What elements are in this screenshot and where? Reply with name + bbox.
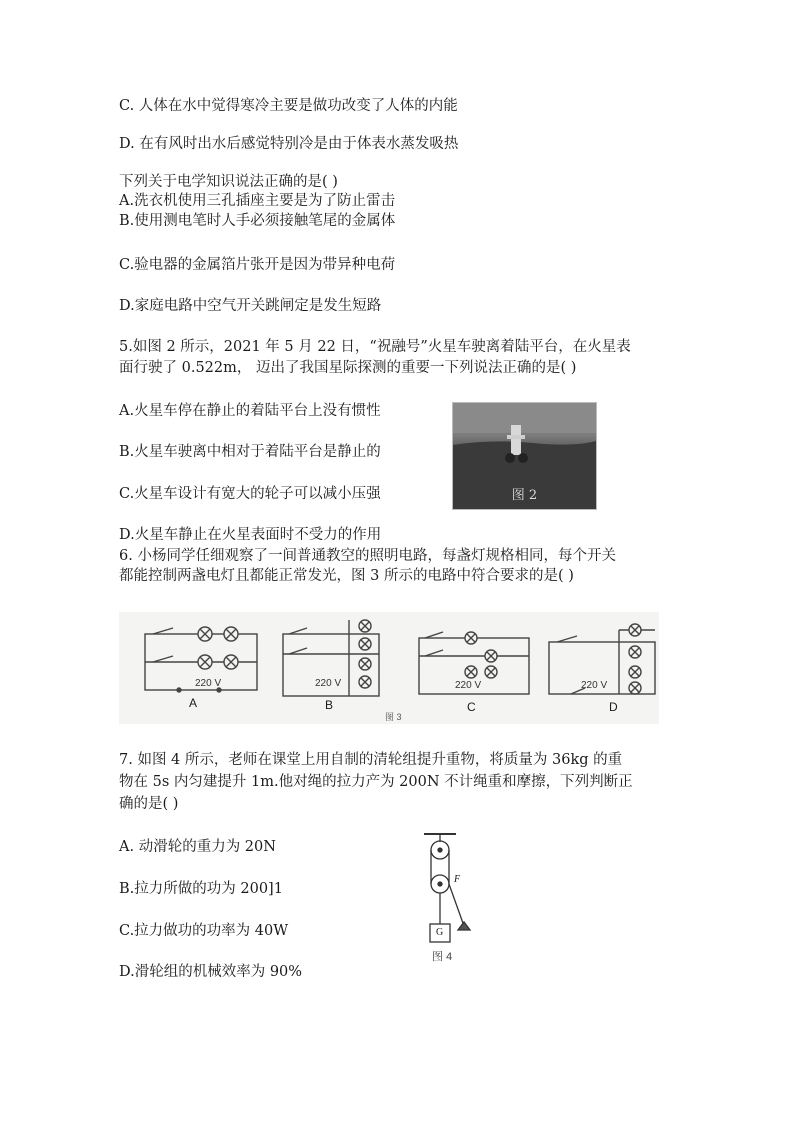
q7-option-c: C.拉力做功的功率为 40W (119, 923, 289, 939)
force-label: F (454, 874, 461, 885)
voltage-label-c: 220 V (455, 680, 482, 691)
q4-stem: 下列关于电学知识说法正确的是( ) (119, 174, 338, 190)
voltage-label-d: 220 V (581, 680, 608, 691)
circuit-label-c: C (467, 700, 476, 714)
q5-option-c: C.火星车设计有宽大的轮子可以减小压强 (119, 486, 381, 502)
q5-option-a: A.火星车停在静止的着陆平台上没有惯性 (119, 403, 381, 419)
circuit-label-b: B (325, 698, 334, 712)
q7-stem-line3: 确的是( ) (119, 796, 179, 812)
q5-stem-line1: 5.如图 2 所示，2021 年 5 月 22 日，“祝融号”火星车驶离着陆平台，在火星表 (119, 339, 631, 355)
q4-option-a: A.洗衣机使用三孔插座主要是为了防止雷击 (119, 193, 396, 209)
q3-option-d: D. 在有风时出水后感觉特别冷是由于体表水蒸发吸热 (119, 136, 459, 152)
circuit-label-d: D (609, 700, 618, 714)
q7-option-a: A. 动滑轮的重力为 20N (119, 839, 276, 855)
pulley-figure-4 (418, 830, 478, 970)
q5-option-d: D.火星车静止在火星表面时不受力的作用 (119, 527, 382, 543)
voltage-label-a: 220 V (195, 678, 222, 689)
q6-stem-line2: 都能控制两盏电灯且都能正常发光，图 3 所示的电路中符合要求的是( ) (119, 568, 574, 584)
circuit-figure-3 (119, 612, 659, 724)
q5-option-b: B.火星车驶离中相对于着陆平台是静止的 (119, 444, 381, 460)
q4-option-c: C.验电器的金属箔片张开是因为带异种电荷 (119, 257, 396, 273)
figure-2-label: 图 2 (511, 488, 538, 503)
circuit-label-a: A (189, 696, 198, 710)
q7-stem-line1: 7. 如图 4 所示，老师在课堂上用自制的清轮组提升重物，将质量为 36kg 的重 (119, 752, 623, 768)
figure-4-label: 图 4 (432, 951, 453, 963)
q7-option-b: B.拉力所做的功为 200]1 (119, 881, 283, 897)
q3-option-c: C. 人体在水中觉得寒冷主要是做功改变了人体的内能 (119, 98, 458, 114)
q5-stem-line2: 面行驶了 0.522m， 迈出了我国星际探测的重要一下列说法正确的是( ) (119, 360, 577, 376)
weight-label: G (436, 927, 444, 938)
voltage-label-b: 220 V (315, 678, 342, 689)
figure-3-label: 图 3 (385, 712, 402, 722)
q4-option-d: D.家庭电路中空气开关跳闸定是发生短路 (119, 298, 382, 314)
q7-option-d: D.滑轮组的机械效率为 90% (119, 964, 303, 980)
q7-stem-line2: 物在 5s 内匀建提升 1m.他对绳的拉力产为 200N 不计绳重和摩擦，下列判断正 (119, 774, 633, 790)
q6-stem-line1: 6. 小杨同学任细观察了一间普通教空的照明电路，每盏灯规格相同，每个开关 (119, 548, 616, 564)
mars-rover-photo (452, 402, 597, 510)
q4-option-b: B.使用测电笔时人手必须接触笔尾的金属体 (119, 213, 396, 229)
